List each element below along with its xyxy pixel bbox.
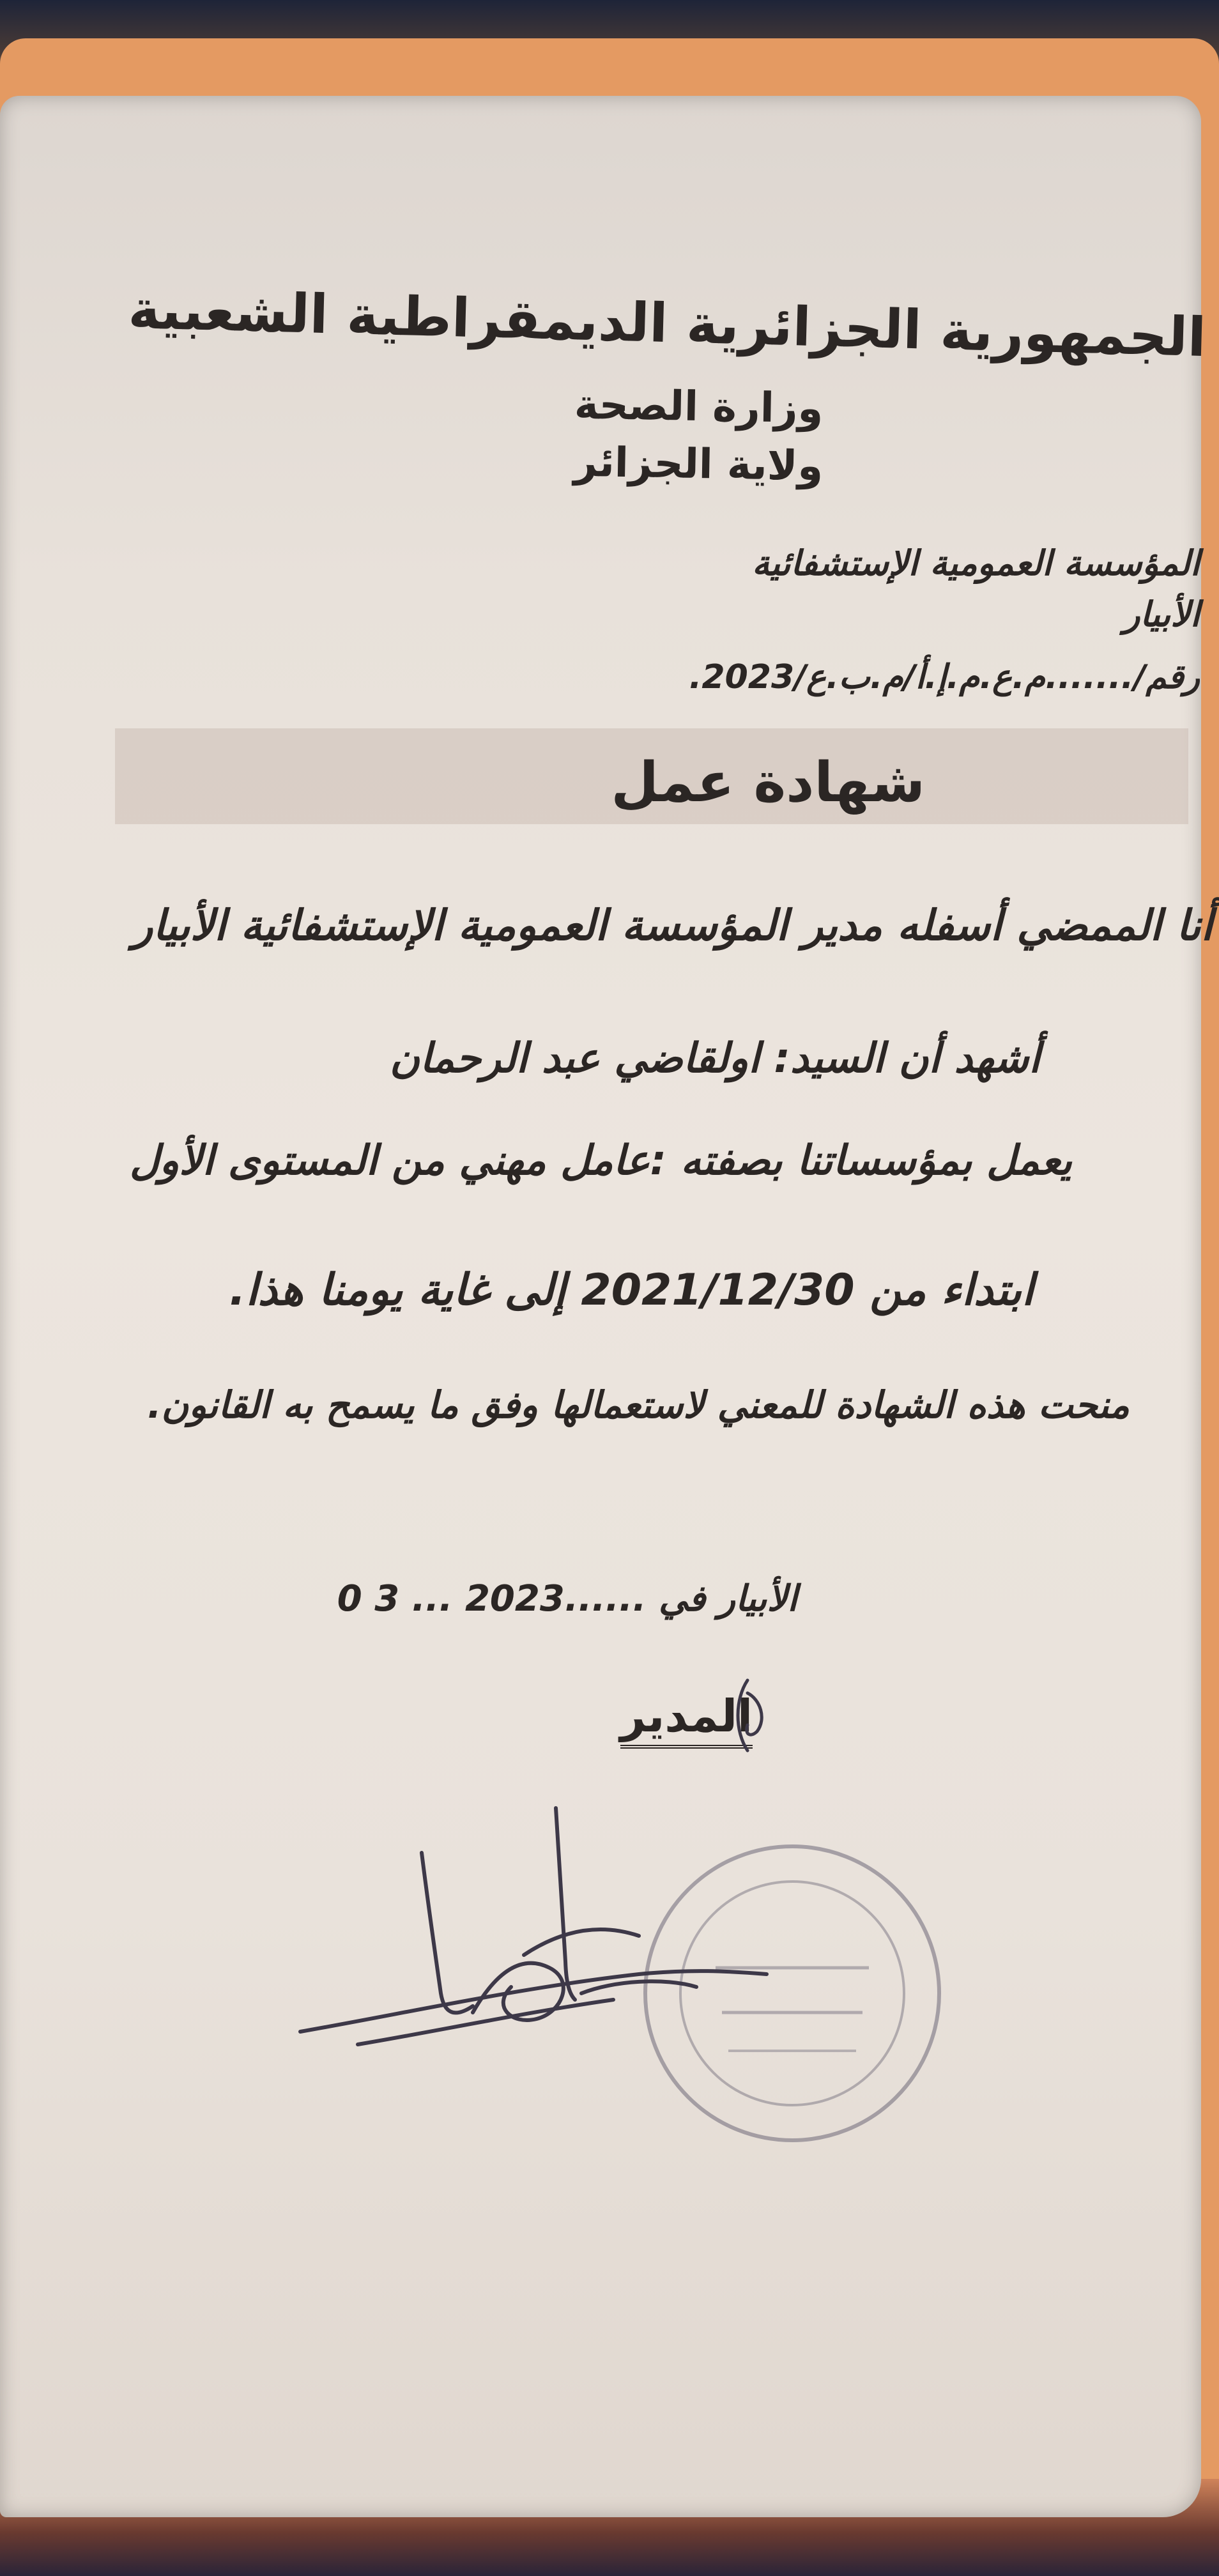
body-line-director: أنا الممضي أسفله مدير المؤسسة العمومية الإستشفائية الأبيار [132,901,1213,950]
official-stamp-icon [645,1846,939,2140]
certificate-title: شهادة عمل [611,751,925,815]
province-header: ولاية الجزائر [573,438,824,491]
ministry-header: وزارة الصحة [573,381,824,433]
director-title: المدير [620,1690,753,1749]
place-and-date: الأبيار في ......2023 ... 3 0 [337,1578,797,1620]
institution-name: المؤسسة العمومية الإستشفائية [752,543,1200,583]
body-line-position: يعمل بمؤسساتنا بصفته :عامل مهني من المستوى الأول [129,1137,1072,1184]
body-line-purpose: منحت هذه الشهادة للمعني لاستعمالها وفق ما يسمح به القانون. [147,1383,1130,1427]
republic-header: الجمهورية الجزائرية الديمقراطية الشعبية [127,277,1207,369]
institution-city: الأبيار [1123,594,1200,634]
initial-mark-icon [722,1674,779,1770]
reference-number: رقم/.......م.ع.م.إ.أ/م.ب.ع/2023. [689,658,1200,696]
body-line-employee: أشهد أن السيد: اولقاضي عبد الرحمان [389,1035,1040,1082]
signature-and-stamp [281,1802,971,2159]
handwritten-signature-icon [300,1808,767,2044]
body-line-start-date: ابتداء من 2021/12/30 إلى غاية يومنا هذا. [229,1265,1034,1315]
